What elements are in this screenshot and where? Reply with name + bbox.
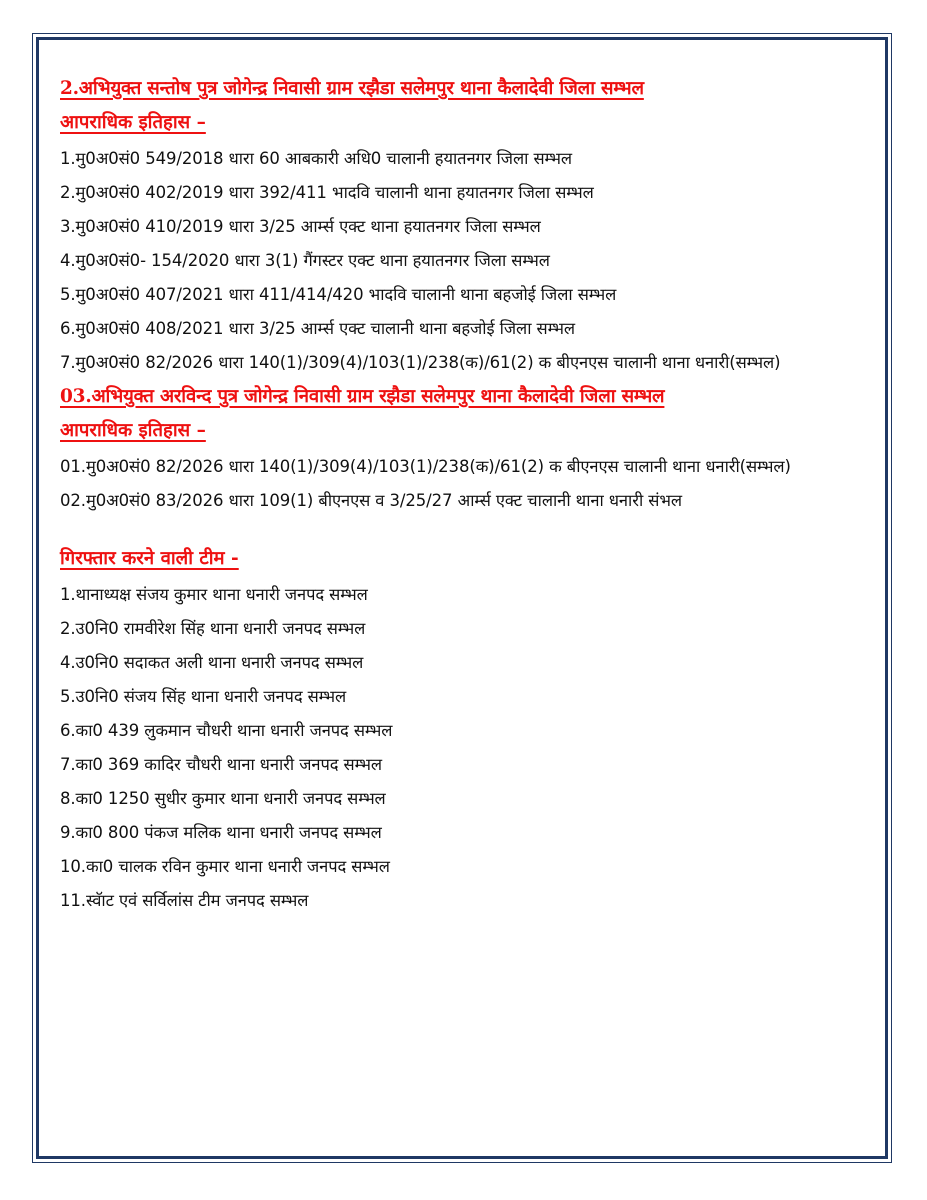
accused-2-case-list [60,142,860,380]
case-item: 3.मु0अ0सं0 410/2019 धारा 3/25 आर्म्स एक्ट थाना हयातनगर जिला सम्भल [60,217,541,236]
case-item: 5.मु0अ0सं0 407/2021 धारा 411/414/420 भादवि चालानी थाना बहजोई जिला सम्भल [60,285,617,304]
accused-2-history-label: आपराधिक इतिहास – [60,112,206,133]
team-member: 6.का0 439 लुकमान चौधरी थाना धनारी जनपद सम्भल [60,721,393,740]
team-member: 7.का0 369 कादिर चौधरी थाना धनारी जनपद सम्भल [60,755,383,774]
document-body [60,74,860,918]
accused-3-case-list [60,450,860,518]
team-member: 2.उ0नि0 रामवीरेश सिंह थाना धनारी जनपद सम्भल [60,619,366,638]
case-item: 7.मु0अ0सं0 82/2026 धारा 140(1)/309(4)/103(1)/238(क)/61(2) क बीएनएस चालानी थाना धनारी(सम्भल) [60,353,781,372]
accused-3-heading: 03.अभियुक्त अरविन्द पुत्र जोगेन्द्र निवासी ग्राम रझैडा सलेमपुर थाना कैलादेवी जिला सम्भल [60,386,665,407]
case-item: 1.मु0अ0सं0 549/2018 धारा 60 आबकारी अधि0 चालानी हयातनगर जिला सम्भल [60,149,572,168]
case-item: 6.मु0अ0सं0 408/2021 धारा 3/25 आर्म्स एक्ट चालानी थाना बहजोई जिला सम्भल [60,319,576,338]
case-item: 2.मु0अ0सं0 402/2019 धारा 392/411 भादवि चालानी थाना हयातनगर जिला सम्भल [60,183,594,202]
team-member: 11.स्वॅाट एवं सर्विलांस टीम जनपद सम्भल [60,891,309,910]
team-member: 4.उ0नि0 सदाकत अली थाना धनारी जनपद सम्भल [60,653,364,672]
case-item: 01.मु0अ0सं0 82/2026 धारा 140(1)/309(4)/103(1)/238(क)/61(2) क बीएनएस चालानी थाना धनारी(सम्भल) [60,457,791,476]
arrest-team-list [60,578,860,918]
accused-2-heading: 2.अभियुक्त सन्तोष पुत्र जोगेन्द्र निवासी ग्राम रझैडा सलेमपुर थाना कैलादेवी जिला सम्भल [60,78,644,99]
team-member: 8.का0 1250 सुधीर कुमार थाना धनारी जनपद सम्भल [60,789,386,808]
arrest-team-heading: गिरफ्तार करने वाली टीम - [60,548,239,569]
team-member: 9.का0 800 पंकज मलिक थाना धनारी जनपद सम्भल [60,823,382,842]
team-member: 5.उ0नि0 संजय सिंह थाना धनारी जनपद सम्भल [60,687,347,706]
accused-3-history-label: आपराधिक इतिहास – [60,420,206,441]
team-member: 1.थानाध्यक्ष संजय कुमार थाना धनारी जनपद सम्भल [60,585,368,604]
case-item: 4.मु0अ0सं0- 154/2020 धारा 3(1) गैंगस्टर एक्ट थाना हयातनगर जिला सम्भल [60,251,550,270]
team-member: 10.का0 चालक रविन कुमार थाना धनारी जनपद सम्भल [60,857,390,876]
case-item: 02.मु0अ0सं0 83/2026 धारा 109(1) बीएनएस व 3/25/27 आर्म्स एक्ट चालानी थाना धनारी संभल [60,491,682,510]
